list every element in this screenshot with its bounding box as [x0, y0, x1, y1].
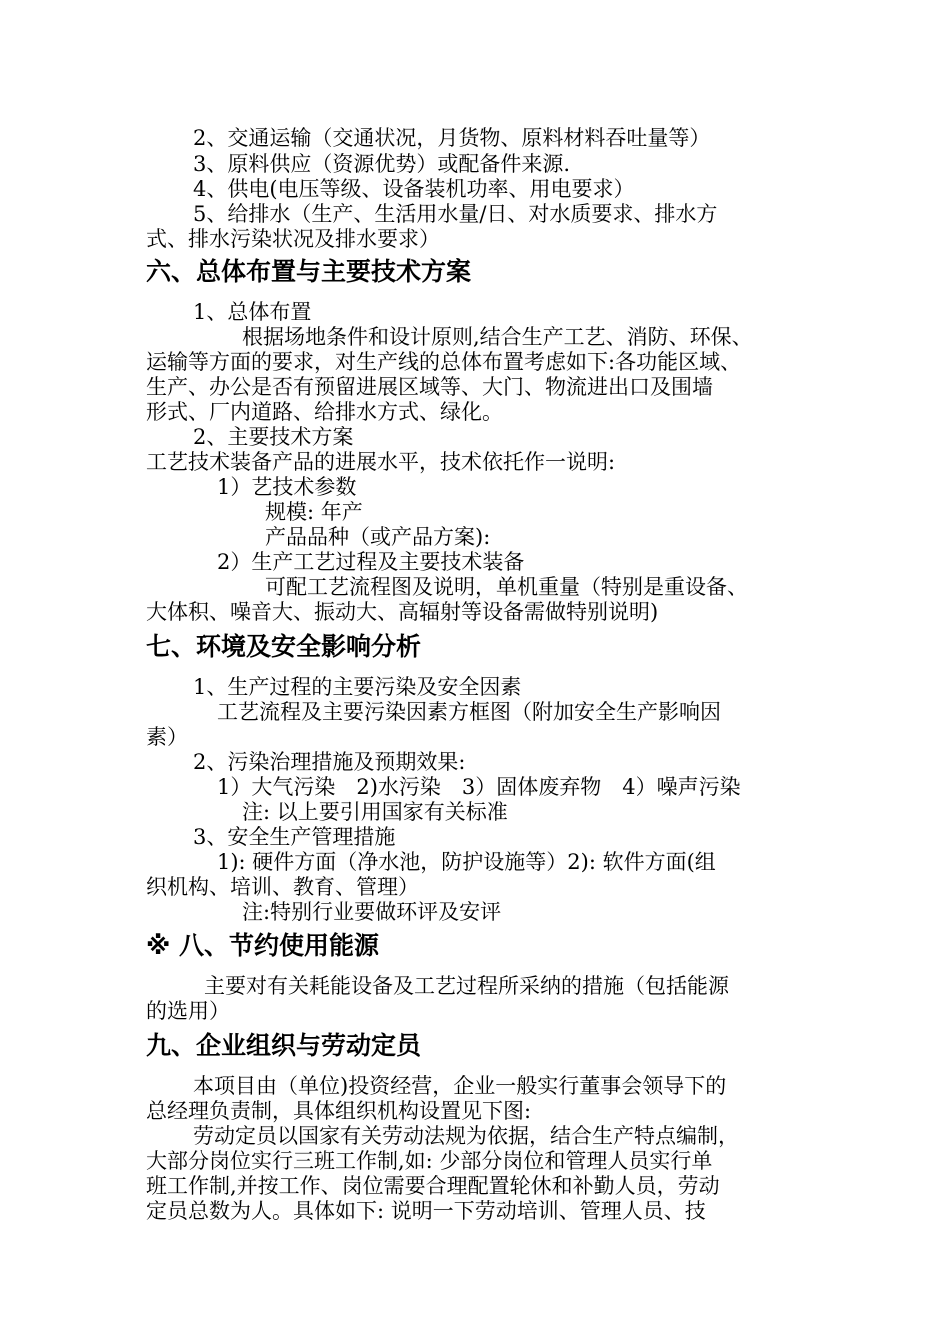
paragraph-line: 规模: 年产 — [265, 500, 363, 524]
list-item: 2）生产工艺过程及主要技术装备 — [217, 550, 525, 574]
subsection-heading: 1、总体布置 — [193, 300, 312, 324]
note-line: 注: 以上要引用国家有关标准 — [242, 800, 508, 824]
list-item: 1): 硬件方面（净水池，防护设施等）2): 软件方面(组 — [217, 850, 716, 874]
paragraph-line: 4、供电(电压等级、设备装机功率、用电要求） — [193, 177, 635, 201]
paragraph-line: 工艺流程及主要污染因素方框图（附加安全生产影响因 — [217, 700, 721, 724]
paragraph-line: 大部分岗位实行三班工作制,如: 少部分岗位和管理人员实行单 — [146, 1149, 713, 1173]
paragraph-line: 可配工艺流程图及说明，单机重量（特别是重设备、 — [265, 575, 748, 599]
section-heading: 七、环境及安全影响分析 — [146, 632, 422, 661]
section-heading: 六、总体布置与主要技术方案 — [146, 257, 472, 286]
paragraph-line: 班工作制,并按工作、岗位需要合理配置轮休和补勤人员，劳动 — [146, 1174, 720, 1198]
paragraph-line: 根据场地条件和设计原则,结合生产工艺、消防、环保、 — [242, 325, 753, 349]
paragraph-line: 生产、办公是否有预留进展区域等、大门、物流进出口及围墙 — [146, 375, 713, 399]
subsection-heading: 3、安全生产管理措施 — [193, 825, 396, 849]
paragraph-line: 5、给排水（生产、生活用水量/日、对水质要求、排水方 — [193, 202, 718, 226]
paragraph-line: 定员总数为人。具体如下: 说明一下劳动培训、管理人员、技 — [146, 1199, 706, 1223]
paragraph-line: 工艺技术装备产品的进展水平，技术依托作一说明: — [146, 450, 616, 474]
section-heading: 九、企业组织与劳动定员 — [146, 1031, 422, 1060]
subsection-heading: 2、主要技术方案 — [193, 425, 354, 449]
list-item: 1）大气污染 2)水污染 3）固体废弃物 4）噪声污染 — [217, 775, 741, 799]
subsection-heading: 2、污染治理措施及预期效果: — [193, 750, 466, 774]
paragraph-line: 本项目由（单位)投资经营，企业一般实行董事会领导下的 — [193, 1074, 727, 1098]
paragraph-line: 主要对有关耗能设备及工艺过程所采纳的措施（包括能源 — [204, 974, 729, 998]
list-item: 1）艺技术参数 — [217, 475, 357, 499]
paragraph-line: 大体积、噪音大、振动大、高辐射等设备需做特别说明) — [146, 600, 659, 624]
paragraph-line: 式、排水污染状况及排水要求） — [146, 227, 440, 251]
paragraph-line: 劳动定员以国家有关劳动法规为依据，结合生产特点编制， — [193, 1124, 739, 1148]
section-heading: ※ 八、节约使用能源 — [146, 931, 380, 960]
subsection-heading: 1、生产过程的主要污染及安全因素 — [193, 675, 522, 699]
paragraph-line: 运输等方面的要求，对生产线的总体布置考虑如下:各功能区域、 — [146, 350, 742, 374]
paragraph-line: 产品品种（或产品方案): — [265, 525, 491, 549]
paragraph-line: 的选用） — [146, 999, 230, 1023]
paragraph-line: 织机构、培训、教育、管理） — [146, 875, 419, 899]
paragraph-line: 2、交通运输（交通状况，月货物、原料材料吞吐量等） — [193, 126, 711, 150]
paragraph-line: 3、原料供应（资源优势）或配备件来源. — [193, 152, 571, 176]
paragraph-line: 素） — [146, 725, 188, 749]
paragraph-line: 形式、厂内道路、给排水方式、绿化。 — [146, 400, 503, 424]
paragraph-line: 总经理负责制，具体组织机构设置见下图: — [146, 1099, 532, 1123]
note-line: 注:特别行业要做环评及安评 — [242, 900, 502, 924]
